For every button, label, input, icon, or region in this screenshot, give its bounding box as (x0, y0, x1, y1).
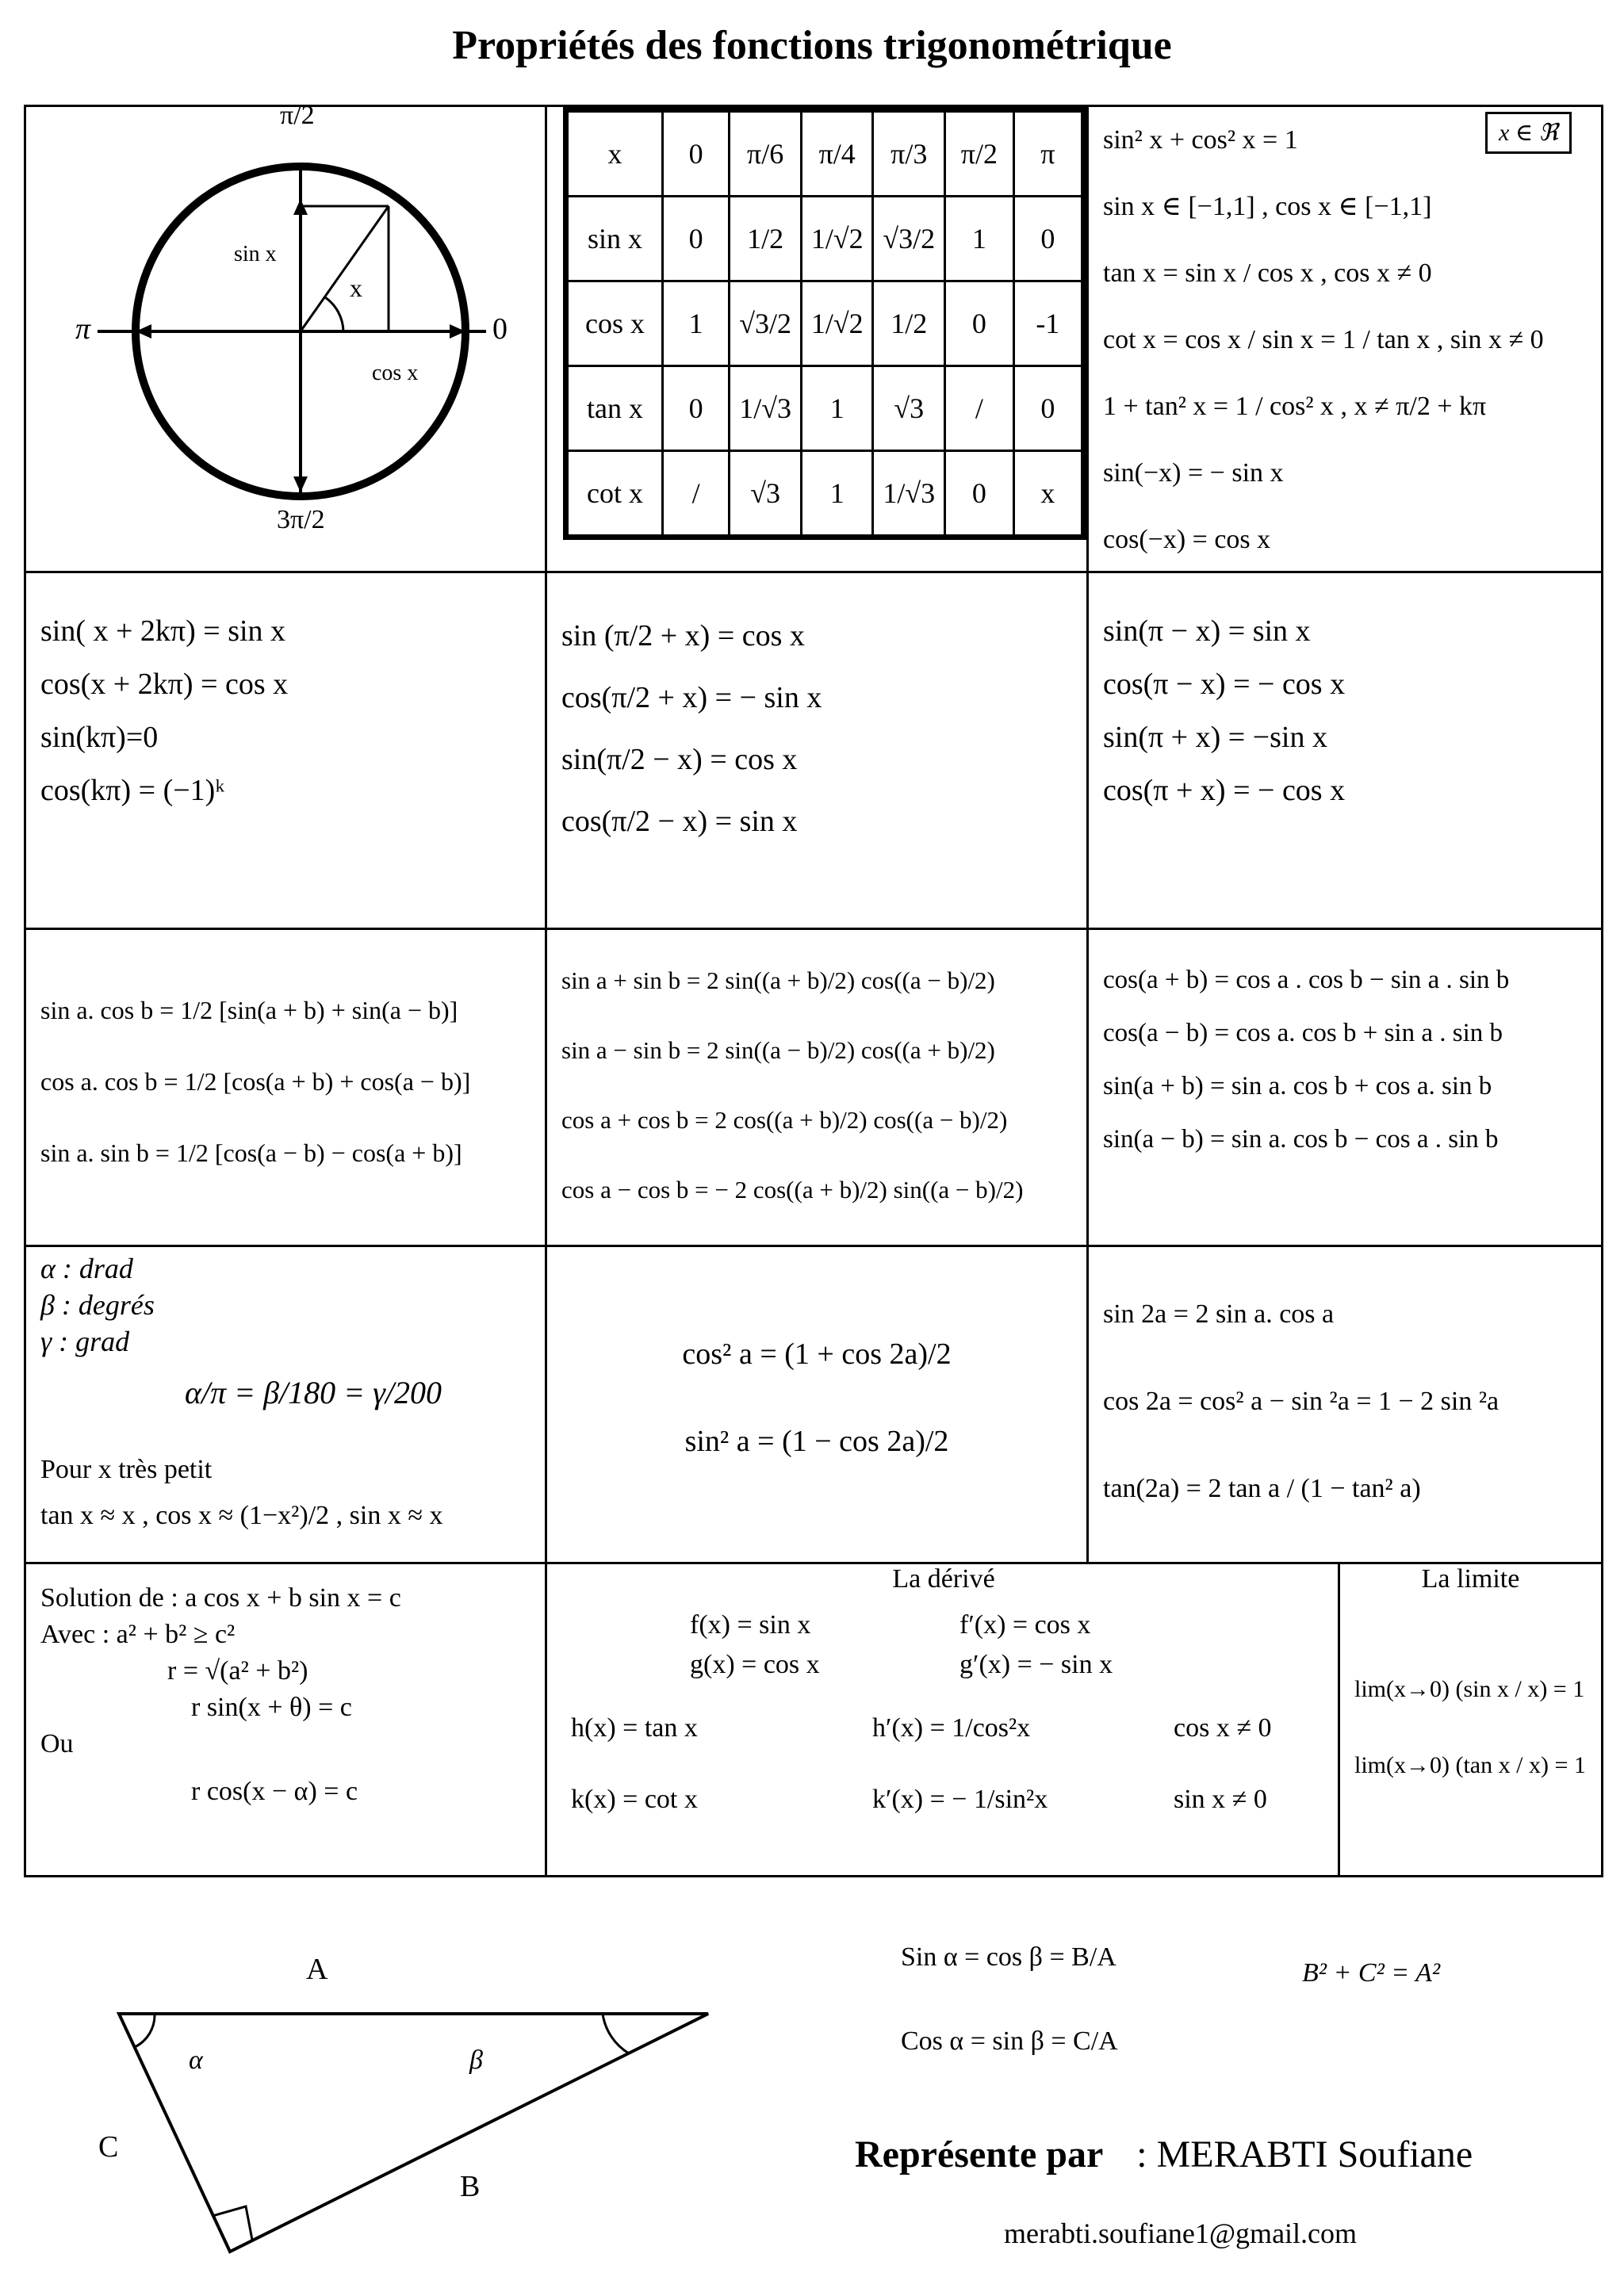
table-cell: 1/2 (873, 281, 945, 366)
formula-line: f′(x) = cos x (959, 1610, 1091, 1640)
formula-line: cot x = cos x / sin x = 1 / tan x , sin x ≠ 0 (1103, 325, 1544, 354)
formula-line: Avec : a² + b² ≥ c² (40, 1620, 236, 1649)
formula-line: sin x ≠ 0 (1174, 1785, 1267, 1814)
formula-line: r cos(x − α) = c (191, 1777, 358, 1806)
table-cell: π/6 (730, 110, 802, 197)
author-name: : MERABTI Soufiane (1136, 2133, 1473, 2175)
angle-label: x (350, 274, 362, 302)
formula-line: cos a + cos b = 2 cos((a + b)/2) cos((a − b)/2) (561, 1106, 1008, 1134)
periodicity-cell (26, 573, 547, 930)
formula-line: cos(a + b) = cos a . cos b − sin a . sin b (1103, 966, 1510, 994)
table-cell: 0 (1013, 366, 1083, 451)
page-title: Propriétés des fonctions trigonométrique (452, 23, 1172, 68)
table-cell: cos x (566, 281, 663, 366)
addition-list (1089, 930, 1601, 1166)
table-cell: π/2 (945, 110, 1014, 197)
table-cell: / (663, 451, 730, 538)
formula-line: Solution de : a cos x + b sin x = c (40, 1583, 401, 1613)
side-label-a: A (306, 1953, 328, 1986)
table-cell: 0 (945, 281, 1014, 366)
formula-line: sin(kπ)=0 (40, 721, 159, 754)
table-cell: 1/√2 (801, 281, 872, 366)
formula-line: cos(kπ) = (−1)ᵏ (40, 774, 225, 807)
derivative-cell (547, 1564, 1340, 1877)
author-line (855, 2133, 1473, 2176)
units-cell (26, 1247, 547, 1564)
table-row (566, 366, 1084, 451)
complementary-list (547, 573, 1086, 852)
table-cell: 0 (663, 110, 730, 197)
unit-circle-cell (26, 101, 547, 573)
formula-line: sin(a + b) = sin a. cos b + cos a. sin b (1103, 1072, 1492, 1100)
table-cell: x (566, 110, 663, 197)
formula-line: α : drad (40, 1253, 133, 1284)
formula-line: 1 + tan² x = 1 / cos² x , x ≠ π/2 + kπ (1103, 392, 1487, 421)
bottom-angle-label: 3π/2 (277, 505, 325, 534)
trig-values-table (563, 107, 1086, 540)
domain-badge: x ∈ ℜ (1485, 112, 1572, 154)
periodicity-list (26, 573, 545, 817)
cos-label: cos x (372, 361, 419, 385)
formula-line: lim(x→0) (sin x / x) = 1 (1354, 1676, 1585, 1702)
formula-line: Cos α = sin β = C/A (901, 2026, 1118, 2056)
formula-line: h′(x) = 1/cos²x (872, 1713, 1031, 1743)
table-cell: π/4 (801, 110, 872, 197)
formula-line: g′(x) = − sin x (959, 1650, 1113, 1679)
formula-line: g(x) = cos x (690, 1650, 820, 1679)
formula-line: cos² a = (1 + cos 2a)/2 (682, 1337, 952, 1371)
formula-line: cos a − cos b = − 2 cos((a + b)/2) sin((a − b)/2) (561, 1176, 1024, 1203)
formula-line: cos(π/2 + x) = − sin x (561, 681, 822, 714)
product-to-sum-list (26, 930, 545, 1188)
table-cell: 1/√3 (873, 451, 945, 538)
table-cell: 1 (945, 197, 1014, 281)
formula-line: sin(a − b) = sin a. cos b − cos a . sin b (1103, 1125, 1499, 1154)
supplementary-cell (1089, 573, 1601, 930)
formula-line: r = √(a² + b²) (167, 1656, 308, 1686)
formula-line: h(x) = tan x (571, 1713, 698, 1743)
formula-line: k(x) = cot x (571, 1785, 698, 1814)
formula-line: lim(x→0) (tan x / x) = 1 (1354, 1752, 1586, 1778)
table-cell: √3/2 (873, 197, 945, 281)
addition-cell (1089, 930, 1601, 1247)
table-cell: 1/√2 (801, 197, 872, 281)
derivative-title: La dérivé (892, 1564, 995, 1594)
formula-line: cos(π + x) = − cos x (1103, 774, 1346, 807)
complementary-cell (547, 573, 1089, 930)
formula-line: sin(π − x) = sin x (1103, 614, 1311, 648)
limit-cell (1340, 1564, 1601, 1877)
sum-to-product-list (547, 930, 1086, 1225)
solution-list (40, 1580, 401, 1810)
right-angle-label: 0 (492, 312, 508, 346)
derivative-results (872, 1605, 1113, 1835)
table-row (566, 197, 1084, 281)
formula-line: cos a. cos b = 1/2 [cos(a + b) + cos(a − b)] (40, 1067, 471, 1096)
table-cell: 0 (1013, 197, 1083, 281)
table-cell: -1 (1013, 281, 1083, 366)
units-list (40, 1250, 155, 1360)
formula-line: γ : grad (40, 1326, 130, 1357)
table-cell: 1 (801, 366, 872, 451)
table-cell: sin x (566, 197, 663, 281)
top-angle-label: π/2 (280, 101, 315, 130)
table-cell: √3 (873, 366, 945, 451)
side-label-b: B (460, 2170, 481, 2203)
formula-line: cos(π/2 − x) = sin x (561, 805, 798, 838)
unit-conversion: α/π = β/180 = γ/200 (185, 1375, 442, 1410)
formula-line: sin(π/2 − x) = cos x (561, 743, 798, 776)
formula-line: sin a. cos b = 1/2 [sin(a + b) + sin(a − b)] (40, 996, 458, 1024)
side-label-c: C (98, 2130, 119, 2164)
sin-label: sin x (234, 242, 277, 266)
pythagoras-formula: B² + C² = A² (1302, 1958, 1441, 1988)
formula-line: Ou (40, 1729, 74, 1758)
author-email: merabti.soufiane1@gmail.com (1004, 2218, 1358, 2249)
basic-identities-list (1089, 107, 1601, 573)
table-row (566, 451, 1084, 538)
supplementary-list (1089, 573, 1601, 817)
double-angle-list (1089, 1247, 1601, 1533)
value-table-cell (547, 107, 1089, 573)
triangle-formulas (901, 1915, 1118, 2084)
unit-circle-diagram (26, 107, 547, 573)
table-cell: π/3 (873, 110, 945, 197)
formula-line: cos 2a = cos² a − sin ²a = 1 − 2 sin ²a (1103, 1387, 1500, 1416)
table-cell: √3 (730, 451, 802, 538)
table-cell: 0 (663, 366, 730, 451)
formula-line: f(x) = sin x (690, 1610, 811, 1640)
table-cell: 1/2 (730, 197, 802, 281)
solution-cell (26, 1564, 547, 1877)
table-cell: √3/2 (730, 281, 802, 366)
table-cell: π (1013, 110, 1083, 197)
derivative-conditions (1174, 1685, 1271, 1835)
formula-line: sin(π + x) = −sin x (1103, 721, 1327, 754)
formula-line: Sin α = cos β = B/A (901, 1942, 1116, 1972)
double-angle-cell (1089, 1247, 1601, 1564)
limit-title: La limite (1421, 1564, 1520, 1594)
right-triangle-diagram (0, 1903, 761, 2260)
formula-line: cos(x + 2kπ) = cos x (40, 668, 289, 701)
table-cell: 0 (663, 197, 730, 281)
square-formulas-list (547, 1247, 1086, 1485)
table-cell: 0 (945, 451, 1014, 538)
table-cell: 1 (663, 281, 730, 366)
formula-line: sin x ∈ [−1,1] , cos x ∈ [−1,1] (1103, 192, 1432, 221)
formula-line: sin² a = (1 − cos 2a)/2 (684, 1425, 949, 1458)
author-label: Représente par (855, 2133, 1104, 2175)
angle-alpha-label: α (189, 2045, 203, 2075)
derivative-functions (571, 1605, 820, 1835)
formula-line: sin( x + 2kπ) = sin x (40, 614, 286, 648)
table-cell: 1 (801, 451, 872, 538)
formula-line: cos(a − b) = cos a. cos b + sin a . sin b (1103, 1019, 1503, 1047)
basic-identities-cell (1089, 107, 1601, 573)
formula-line: r sin(x + θ) = c (191, 1693, 352, 1722)
formula-line: cos(−x) = cos x (1103, 525, 1271, 554)
small-x-approx: tan x ≈ x , cos x ≈ (1−x²)/2 , sin x ≈ x (40, 1501, 443, 1530)
formula-line: cos(π − x) = − cos x (1103, 668, 1346, 701)
table-header-row (566, 110, 1084, 197)
small-x-label: Pour x très petit (40, 1455, 213, 1484)
formula-line: sin a + sin b = 2 sin((a + b)/2) cos((a − b)/2) (561, 966, 995, 994)
angle-beta-label: β (469, 2045, 483, 2075)
formula-line: sin(−x) = − sin x (1103, 458, 1284, 488)
formula-line: sin a. sin b = 1/2 [cos(a − b) − cos(a + b)] (40, 1138, 462, 1167)
formula-line: sin 2a = 2 sin a. cos a (1103, 1299, 1335, 1329)
table-cell: tan x (566, 366, 663, 451)
sum-to-product-cell (547, 930, 1089, 1247)
table-cell: 1/√3 (730, 366, 802, 451)
table-cell: cot x (566, 451, 663, 538)
table-cell: x (1013, 451, 1083, 538)
formula-line: sin² x + cos² x = 1 (1103, 125, 1298, 155)
formula-line: cos x ≠ 0 (1174, 1713, 1272, 1743)
formula-line: k′(x) = − 1/sin²x (872, 1785, 1048, 1814)
formula-line: β : degrés (40, 1289, 155, 1321)
table-row (566, 281, 1084, 366)
left-angle-label: π (75, 312, 91, 346)
formula-line: tan(2a) = 2 tan a / (1 − tan² a) (1103, 1474, 1421, 1503)
product-to-sum-cell (26, 930, 547, 1247)
formula-line: sin a − sin b = 2 sin((a − b)/2) cos((a + b)/2) (561, 1036, 995, 1064)
formula-line: tan x = sin x / cos x , cos x ≠ 0 (1103, 258, 1432, 288)
square-formulas-cell (547, 1247, 1089, 1564)
table-cell: / (945, 366, 1014, 451)
formula-line: sin (π/2 + x) = cos x (561, 619, 805, 652)
formula-grid (24, 101, 1603, 1877)
limit-list (1354, 1651, 1586, 1804)
